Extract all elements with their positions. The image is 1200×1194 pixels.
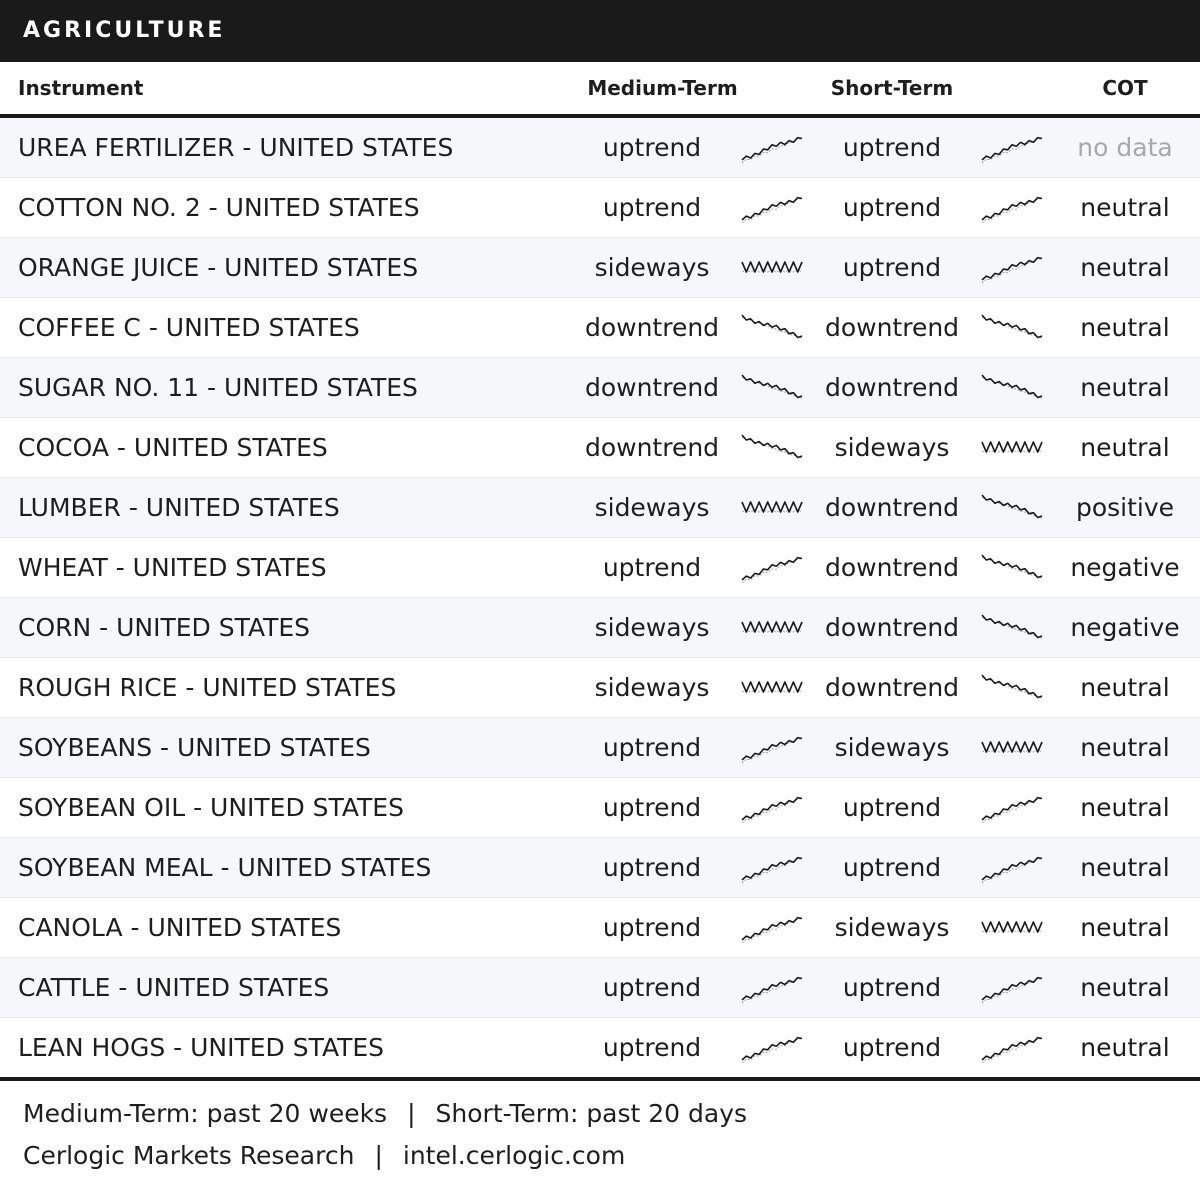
cot-status: neutral xyxy=(1080,673,1170,702)
medium-term-trend: sideways xyxy=(594,673,710,702)
instrument-name: SOYBEANS - UNITED STATES xyxy=(18,733,371,762)
short-term-trend: downtrend xyxy=(824,313,960,342)
medium-term-trend: downtrend xyxy=(584,313,720,342)
instrument-name: UREA FERTILIZER - UNITED STATES xyxy=(18,133,454,162)
short-term-trend: sideways xyxy=(834,733,950,762)
instrument-name: COCOA - UNITED STATES xyxy=(18,433,328,462)
instrument-name: LEAN HOGS - UNITED STATES xyxy=(18,1033,385,1062)
medium-term-sparkline-icon xyxy=(740,430,804,464)
instrument-name: SOYBEAN MEAL - UNITED STATES xyxy=(18,853,432,882)
table-bottom-divider xyxy=(0,1077,1200,1081)
short-term-trend: downtrend xyxy=(824,613,960,642)
medium-term-trend: uptrend xyxy=(602,733,702,762)
short-term-sparkline-icon xyxy=(980,790,1044,824)
footer-separator: | xyxy=(407,1099,416,1128)
table-row xyxy=(0,298,1200,358)
short-term-sparkline-icon xyxy=(980,610,1044,644)
table-row xyxy=(0,418,1200,478)
instrument-name: LUMBER - UNITED STATES xyxy=(18,493,340,522)
instrument-name: WHEAT - UNITED STATES xyxy=(18,553,327,582)
short-term-trend: sideways xyxy=(834,433,950,462)
cot-status: neutral xyxy=(1080,733,1170,762)
medium-term-sparkline-icon xyxy=(740,670,804,704)
table-row xyxy=(0,238,1200,298)
table-row xyxy=(0,478,1200,538)
cot-status: positive xyxy=(1075,493,1175,522)
cot-status: neutral xyxy=(1080,433,1170,462)
medium-term-sparkline-icon xyxy=(740,490,804,524)
footer-separator: | xyxy=(374,1141,383,1170)
short-term-sparkline-icon xyxy=(980,550,1044,584)
table-row xyxy=(0,898,1200,958)
short-term-trend: downtrend xyxy=(824,493,960,522)
cot-status: neutral xyxy=(1080,373,1170,402)
short-term-trend: uptrend xyxy=(842,853,942,882)
table-row xyxy=(0,118,1200,178)
footer-credit xyxy=(23,1141,625,1170)
table-row xyxy=(0,178,1200,238)
table-row xyxy=(0,598,1200,658)
medium-term-trend: uptrend xyxy=(602,913,702,942)
header-medium-term: Medium-Term xyxy=(587,76,738,100)
medium-term-trend: uptrend xyxy=(602,793,702,822)
short-term-sparkline-icon xyxy=(980,370,1044,404)
short-term-trend: uptrend xyxy=(842,1033,942,1062)
instrument-name: COFFEE C - UNITED STATES xyxy=(18,313,360,342)
table-header xyxy=(0,62,1200,114)
instrument-name: CATTLE - UNITED STATES xyxy=(18,973,330,1002)
medium-term-trend: uptrend xyxy=(602,553,702,582)
cot-status: negative xyxy=(1070,553,1180,582)
instrument-name: SUGAR NO. 11 - UNITED STATES xyxy=(18,373,418,402)
medium-term-trend: sideways xyxy=(594,613,710,642)
table-row xyxy=(0,838,1200,898)
medium-term-sparkline-icon xyxy=(740,190,804,224)
footer-legend xyxy=(23,1099,747,1128)
table-row xyxy=(0,958,1200,1018)
header-instrument: Instrument xyxy=(18,76,144,100)
short-term-sparkline-icon xyxy=(980,430,1044,464)
medium-term-sparkline-icon xyxy=(740,550,804,584)
table-row xyxy=(0,1018,1200,1078)
short-term-sparkline-icon xyxy=(980,250,1044,284)
short-term-trend: downtrend xyxy=(824,673,960,702)
short-term-sparkline-icon xyxy=(980,730,1044,764)
footer-short-note: Short-Term: past 20 days xyxy=(435,1099,748,1128)
cot-status: neutral xyxy=(1080,793,1170,822)
short-term-sparkline-icon xyxy=(980,490,1044,524)
medium-term-sparkline-icon xyxy=(740,970,804,1004)
medium-term-sparkline-icon xyxy=(740,370,804,404)
footer-url: intel.cerlogic.com xyxy=(402,1141,626,1170)
short-term-sparkline-icon xyxy=(980,850,1044,884)
medium-term-trend: uptrend xyxy=(602,853,702,882)
instrument-name: ORANGE JUICE - UNITED STATES xyxy=(18,253,419,282)
medium-term-trend: sideways xyxy=(594,253,710,282)
medium-term-sparkline-icon xyxy=(740,250,804,284)
table-row xyxy=(0,658,1200,718)
cot-status: neutral xyxy=(1080,913,1170,942)
cot-status: negative xyxy=(1070,613,1180,642)
medium-term-sparkline-icon xyxy=(740,790,804,824)
short-term-sparkline-icon xyxy=(980,310,1044,344)
medium-term-trend: downtrend xyxy=(584,373,720,402)
medium-term-sparkline-icon xyxy=(740,730,804,764)
footer-medium-note: Medium-Term: past 20 weeks xyxy=(23,1099,388,1128)
medium-term-trend: uptrend xyxy=(602,193,702,222)
short-term-trend: downtrend xyxy=(824,373,960,402)
instrument-name: CORN - UNITED STATES xyxy=(18,613,311,642)
short-term-trend: sideways xyxy=(834,913,950,942)
cot-status: neutral xyxy=(1080,313,1170,342)
short-term-trend: uptrend xyxy=(842,973,942,1002)
table-row xyxy=(0,778,1200,838)
header-cot: COT xyxy=(1102,76,1148,100)
instrument-name: COTTON NO. 2 - UNITED STATES xyxy=(18,193,420,222)
cot-status: neutral xyxy=(1080,1033,1170,1062)
medium-term-trend: sideways xyxy=(594,493,710,522)
cot-status: neutral xyxy=(1080,973,1170,1002)
cot-status: neutral xyxy=(1080,253,1170,282)
short-term-trend: uptrend xyxy=(842,253,942,282)
medium-term-sparkline-icon xyxy=(740,130,804,164)
short-term-sparkline-icon xyxy=(980,130,1044,164)
medium-term-sparkline-icon xyxy=(740,610,804,644)
short-term-trend: downtrend xyxy=(824,553,960,582)
cot-status: neutral xyxy=(1080,853,1170,882)
table-row xyxy=(0,538,1200,598)
short-term-sparkline-icon xyxy=(980,1030,1044,1064)
instrument-name: CANOLA - UNITED STATES xyxy=(18,913,342,942)
short-term-trend: uptrend xyxy=(842,793,942,822)
short-term-sparkline-icon xyxy=(980,970,1044,1004)
medium-term-trend: downtrend xyxy=(584,433,720,462)
medium-term-trend: uptrend xyxy=(602,973,702,1002)
short-term-sparkline-icon xyxy=(980,190,1044,224)
footer-source: Cerlogic Markets Research xyxy=(23,1141,355,1170)
instrument-name: SOYBEAN OIL - UNITED STATES xyxy=(18,793,404,822)
short-term-trend: uptrend xyxy=(842,133,942,162)
medium-term-trend: uptrend xyxy=(602,1033,702,1062)
cot-status: no data xyxy=(1077,133,1173,162)
medium-term-sparkline-icon xyxy=(740,850,804,884)
medium-term-trend: uptrend xyxy=(602,133,702,162)
header-short-term: Short-Term xyxy=(830,76,954,100)
short-term-sparkline-icon xyxy=(980,910,1044,944)
short-term-sparkline-icon xyxy=(980,670,1044,704)
medium-term-sparkline-icon xyxy=(740,910,804,944)
medium-term-sparkline-icon xyxy=(740,310,804,344)
short-term-trend: uptrend xyxy=(842,193,942,222)
section-title: AGRICULTURE xyxy=(0,0,1200,62)
table-row xyxy=(0,718,1200,778)
instrument-name: ROUGH RICE - UNITED STATES xyxy=(18,673,397,702)
table-row xyxy=(0,358,1200,418)
cot-status: neutral xyxy=(1080,193,1170,222)
medium-term-sparkline-icon xyxy=(740,1030,804,1064)
